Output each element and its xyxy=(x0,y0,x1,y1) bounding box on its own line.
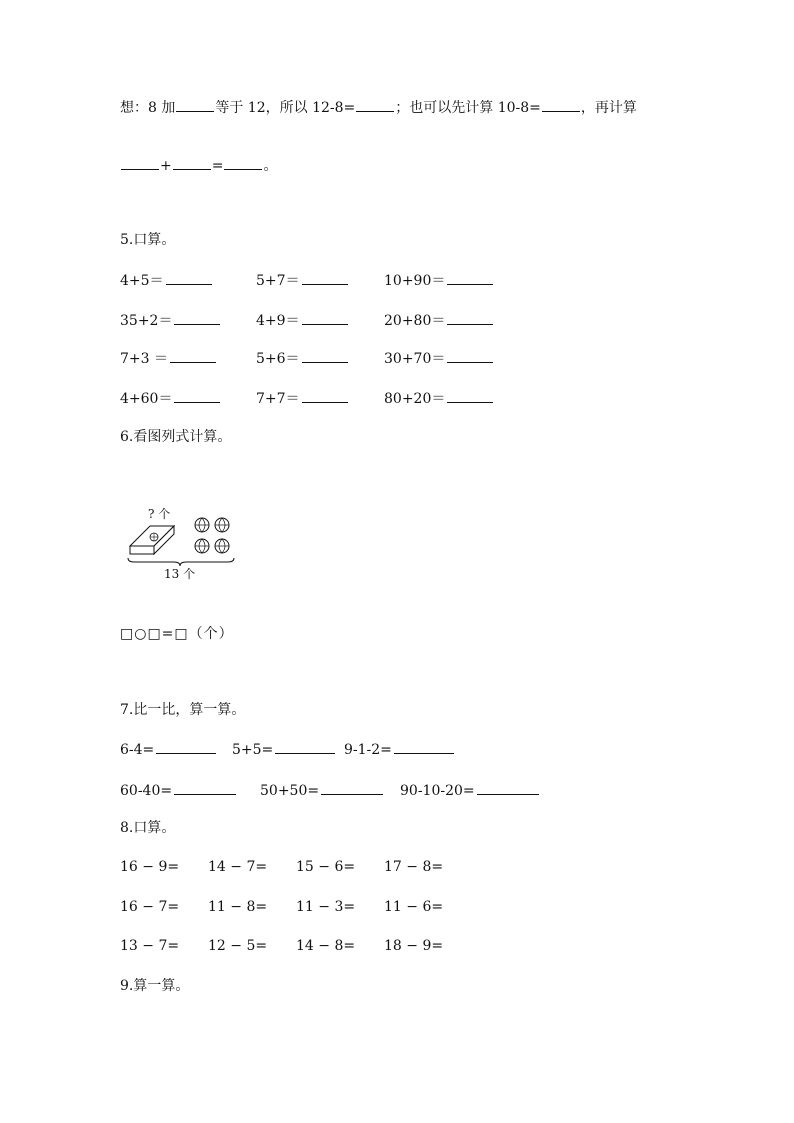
q8-item: 16 − 9= xyxy=(120,859,180,875)
answer-blank[interactable] xyxy=(447,348,493,363)
box-icon xyxy=(130,526,174,554)
intro-line-1 xyxy=(120,97,637,118)
answer-blank[interactable] xyxy=(174,310,220,325)
q5-item xyxy=(256,310,349,331)
answer-blank[interactable] xyxy=(174,388,220,403)
q8-item: 16 − 7= xyxy=(120,899,180,915)
total-label: 13 个 xyxy=(164,567,196,581)
q5-item xyxy=(120,310,221,331)
q7-expr: 6-4= xyxy=(120,742,155,758)
answer-blank[interactable] xyxy=(542,97,580,112)
intro-text-c: ；也可以先计算 10-8= xyxy=(395,100,541,116)
q7-item xyxy=(260,780,384,801)
answer-blank[interactable] xyxy=(302,388,348,403)
answer-blank[interactable] xyxy=(173,155,211,170)
answer-blank[interactable] xyxy=(176,97,214,112)
q8-item: 17 − 8= xyxy=(384,859,444,875)
q9-title: 9.算一算。 xyxy=(120,978,190,994)
q7-title: 7.比一比，算一算。 xyxy=(120,702,246,718)
basketball-icon xyxy=(215,539,229,553)
q8-item: 11 − 3= xyxy=(296,899,356,915)
q5-item xyxy=(384,270,494,291)
q5-expr: 7+3 ＝ xyxy=(120,351,168,367)
q7-expr: 5+5= xyxy=(232,742,274,758)
q5-expr: 20+80＝ xyxy=(384,313,446,329)
answer-blank[interactable] xyxy=(121,155,159,170)
q5-expr: 10+90＝ xyxy=(384,273,446,289)
intro-text-a: 想：8 加 xyxy=(120,100,176,116)
basketball-icon xyxy=(215,518,229,532)
answer-blank[interactable] xyxy=(224,155,262,170)
basketball-icon xyxy=(195,518,209,532)
intro-text-b: 等于 12，所以 12-8= xyxy=(215,100,356,116)
q8-item: 18 − 9= xyxy=(384,938,444,954)
period: 。 xyxy=(263,158,278,174)
equals-sign: = xyxy=(211,158,224,174)
q7-expr: 50+50= xyxy=(260,783,320,799)
answer-blank[interactable] xyxy=(302,270,348,285)
q8-item: 15 − 6= xyxy=(296,859,356,875)
q8-item: 11 − 8= xyxy=(208,899,268,915)
q5-expr: 30+70＝ xyxy=(384,351,446,367)
answer-blank[interactable] xyxy=(477,780,539,795)
q5-expr: 5+7＝ xyxy=(256,273,300,289)
q5-expr: 4+9＝ xyxy=(256,313,300,329)
q8-item: 11 − 6= xyxy=(384,899,444,915)
basketball-diagram xyxy=(124,504,244,584)
answer-blank[interactable] xyxy=(447,388,493,403)
q5-title: 5.口算。 xyxy=(120,232,176,248)
answer-blank[interactable] xyxy=(170,348,216,363)
answer-blank[interactable] xyxy=(275,739,335,754)
q5-expr: 80+20＝ xyxy=(384,391,446,407)
plus-sign: + xyxy=(160,158,172,174)
q8-title: 8.口算。 xyxy=(120,820,176,836)
q7-item xyxy=(400,780,540,801)
intro-text-d: ，再计算 xyxy=(580,100,637,116)
q5-item xyxy=(120,348,217,369)
q7-item xyxy=(120,780,237,801)
q5-expr: 35+2＝ xyxy=(120,313,173,329)
q8-item: 14 − 7= xyxy=(208,859,268,875)
q7-expr: 90-10-20= xyxy=(400,783,475,799)
answer-blank[interactable] xyxy=(174,780,236,795)
basketball-icon xyxy=(195,539,209,553)
q8-item: 14 − 8= xyxy=(296,938,356,954)
q5-item xyxy=(384,388,494,409)
q7-expr: 60-40= xyxy=(120,783,173,799)
answer-blank[interactable] xyxy=(156,739,216,754)
q5-expr: 4+60＝ xyxy=(120,391,173,407)
q5-expr: 7+7＝ xyxy=(256,391,300,407)
brace-icon xyxy=(128,558,234,566)
q7-item xyxy=(344,739,455,760)
q5-expr: 4+5＝ xyxy=(120,273,164,289)
q6-formula[interactable]: □○□=□（个） xyxy=(120,626,234,642)
answer-blank[interactable] xyxy=(302,310,348,325)
answer-blank[interactable] xyxy=(166,270,212,285)
question-label: ? 个 xyxy=(148,507,171,521)
q7-expr: 9-1-2= xyxy=(344,742,392,758)
q7-item xyxy=(120,739,217,760)
q5-expr: 5+6＝ xyxy=(256,351,300,367)
intro-line-2 xyxy=(120,155,277,176)
basketball-figure xyxy=(124,504,244,584)
q5-item xyxy=(384,310,494,331)
q5-item xyxy=(384,348,494,369)
q5-item xyxy=(256,270,349,291)
answer-blank[interactable] xyxy=(447,270,493,285)
q8-item: 12 − 5= xyxy=(208,938,268,954)
answer-blank[interactable] xyxy=(302,348,348,363)
q5-item xyxy=(120,270,213,291)
answer-blank[interactable] xyxy=(394,739,454,754)
q6-title: 6.看图列式计算。 xyxy=(120,429,232,445)
q7-item xyxy=(232,739,336,760)
answer-blank[interactable] xyxy=(356,97,394,112)
q5-item xyxy=(256,348,349,369)
q8-item: 13 − 7= xyxy=(120,938,180,954)
answer-blank[interactable] xyxy=(321,780,383,795)
q5-item xyxy=(256,388,349,409)
q5-item xyxy=(120,388,221,409)
answer-blank[interactable] xyxy=(447,310,493,325)
